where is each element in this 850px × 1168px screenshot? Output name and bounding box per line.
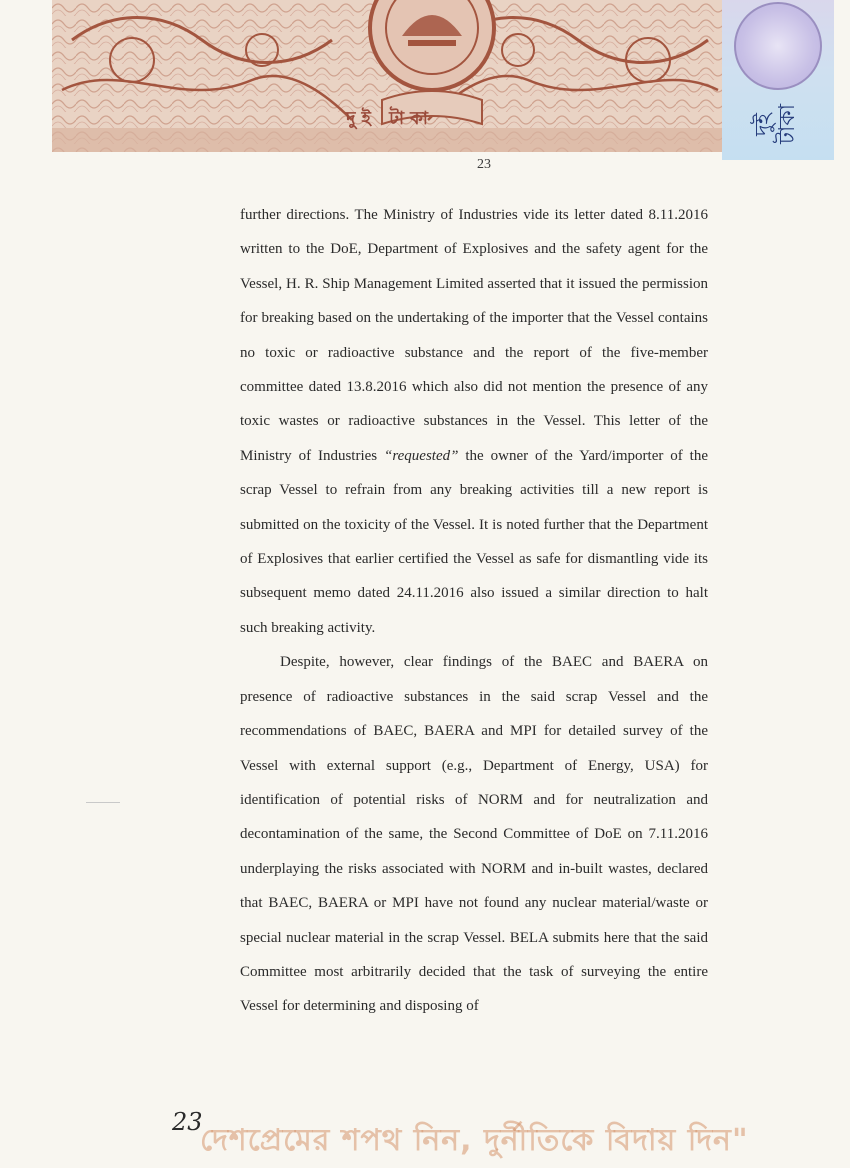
- revenue-stamp-value: দুই টাকা: [751, 103, 801, 145]
- paragraph-text: the owner of the Yard/importer of the scrap Vessel to refrain from any breaking activities till a new report is submitted on the toxicity of the Vessel. It is noted further that the Department of Explosives that earlier certified the Vessel as safe for dismantling vide its subsequent memo dated 24.11.2016 also issued a similar direction to halt such breaking activity.: [240, 447, 708, 636]
- margin-mark: [86, 802, 120, 803]
- seal-icon: [734, 2, 822, 90]
- paragraph-text: further directions. The Ministry of Industries vide its letter dated 8.11.2016 written to the DoE, Department of Explosives and the safety agent for the Vessel, H. R. Ship Management Limited asserted that it issued the permission for breaking based on the undertaking of the importer that the Vessel contains no toxic or radioactive substance and the report of the five-member committee dated 13.8.2016 which also did not mention the presence of any toxic wastes or radioactive substances in the Vessel. This letter of the Ministry of Industries: [240, 207, 708, 464]
- stamp-denomination: দুই টাকা: [346, 108, 434, 129]
- document-body: [240, 198, 708, 1024]
- revenue-stamp: [722, 0, 834, 160]
- paragraph: Despite, however, clear findings of the BAEC and BAERA on presence of radioactive substances in the said scrap Vessel and the recommendations of BAEC, BAERA and MPI for detailed survey of the Vessel with external support (e.g., Department of Energy, USA) for identification of potential risks of NORM and for neutralization and decontamination of the same, the Second Committee of DoE on 7.11.2016 underplaying the risks associated with NORM and in-built wastes, declared that BAEC, BAERA or MPI have not found any nuclear material/waste or special nuclear material in the scrap Vessel. BELA submits here that the said Committee most arbitrarily decided that the task of surveying the entire Vessel for determining and disposing of: [240, 654, 708, 1015]
- footer-slogan: দেশপ্রেমের শপথ নিন, দুর্নীতিকে বিদায় দিন": [200, 1123, 749, 1158]
- quoted-word: “requested”: [384, 447, 459, 464]
- page-number: 23: [477, 157, 491, 172]
- handwritten-initials: 23: [172, 1108, 203, 1136]
- paragraph: [240, 198, 708, 645]
- stamp-paper-header: [52, 0, 728, 152]
